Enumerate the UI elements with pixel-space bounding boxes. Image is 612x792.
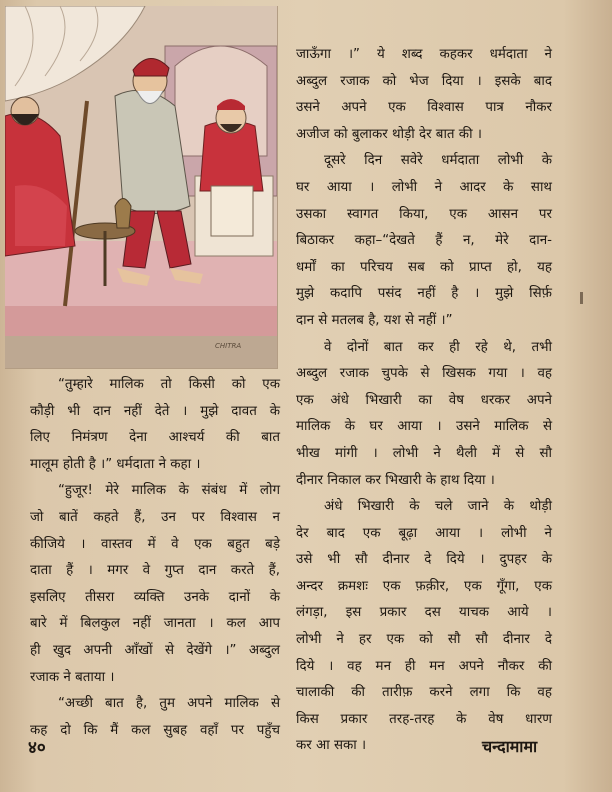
text-line: “तुम्हारे मालिक तो किसी को एक xyxy=(58,377,280,392)
text-line: अंधे भिखारी के चले जाने के थोड़ी xyxy=(324,499,552,515)
text-line: मालिक के घर आया । उसने मालिक से xyxy=(296,419,552,435)
text-line: लंगड़ा, इस प्रकार दस याचक आये । xyxy=(296,605,552,621)
text-line: देर बाद एक बूढ़ा आया । लोभी ने xyxy=(296,525,552,541)
text-line: मुझे कदापि पसंद नहीं है । मुझे सिर्फ़ xyxy=(296,286,552,302)
text-line: दीनार निकाल कर भिखारी के हाथ दिया । xyxy=(296,472,495,488)
text-line: मालूम होती है ।” धर्मदाता ने कहा । xyxy=(30,456,201,472)
text-line: घर आया । लोभी ने आदर के साथ xyxy=(296,179,552,195)
text-line: बारे में बिलकुल नहीं जानता । कल आप xyxy=(30,616,280,632)
text-line: एक अंधे भिखारी का वेष धरकर अपने xyxy=(296,392,552,408)
text-line: धर्मों का परिचय सब को प्राप्त हो, यह xyxy=(296,259,552,275)
text-line: उसने अपने एक विश्वास पात्र नौकर xyxy=(296,100,552,116)
text-line: अब्दुल रजाक चुपके से खिसक गया । वह xyxy=(296,366,552,382)
text-line: “हुजूर! मेरे मालिक के संबंध में लोग xyxy=(58,483,280,499)
page-number: ४० xyxy=(28,738,46,758)
right-text-column xyxy=(296,42,552,760)
text-line: अब्दुल रजाक को भेज दिया । इसके बाद xyxy=(296,73,552,89)
text-line: बिठाकर कहा–“देखते हैं न, मेरे दान- xyxy=(296,233,552,249)
text-line: कह दो कि मैं कल सुबह वहाँ पर पहुँच xyxy=(30,722,280,738)
text-line: “अच्छी बात है, तुम अपने मालिक से xyxy=(58,696,280,712)
text-line: रजाक ने बताया । xyxy=(30,669,115,685)
story-illustration xyxy=(5,6,278,369)
text-line: कर आ सका । xyxy=(296,738,367,754)
magazine-name: चन्दामामा xyxy=(482,737,538,756)
text-line: दिये । वह मन ही मन अपने नौकर की xyxy=(296,658,552,674)
text-line: उसका स्वागत किया, एक आसन पर xyxy=(296,206,552,222)
text-line: किस प्रकार तरह-तरह के वेष धारण xyxy=(296,711,552,727)
text-line: दाता हैं । मगर वे गुप्त दान करते हैं, xyxy=(30,563,280,579)
text-line: लिए निमंत्रण देना आश्चर्य की बात xyxy=(30,430,280,446)
text-line: ही खुद अपनी आँखों से देखेंगे ।” अब्दुल xyxy=(30,642,280,658)
text-line: वे दोनों बात कर ही रहे थे, तभी xyxy=(324,339,552,355)
text-line: उसे भी सौ दीनार दे दिये । दुपहर के xyxy=(296,552,552,568)
text-line: जो बातें कहते हैं, उन पर विश्वास न xyxy=(30,509,280,525)
text-line: चालाकी की तारीफ़ करने लगा कि वह xyxy=(296,685,552,701)
illustrator-signature: CHITRA xyxy=(215,342,242,350)
text-line: लोभी ने हर एक को सौ सौ दीनार दे xyxy=(296,632,552,648)
text-line: दान से मतलब है, यश से नहीं ।” xyxy=(296,312,453,328)
text-line: दूसरे दिन सवेरे धर्मदाता लोभी के xyxy=(324,153,552,169)
text-line: जाऊँगा ।” ये शब्द कहकर धर्मदाता ने xyxy=(296,47,552,62)
text-line: कौड़ी भी दान नहीं देते । मुझे दावत के xyxy=(30,403,280,419)
text-line: अन्दर क्रमशः एक फ़क़ीर, एक गूँगा, एक xyxy=(296,578,552,594)
text-line: कीजिये । वास्तव में वे एक बहुत बड़े xyxy=(30,536,280,552)
text-line: अजीज को बुलाकर थोड़ी देर बात की । xyxy=(296,126,482,142)
margin-mark xyxy=(580,292,583,304)
left-text-column xyxy=(30,372,280,744)
text-line: इसलिए तीसरा व्यक्ति उनके दानों के xyxy=(30,589,280,605)
text-line: भीख मांगी । लोभी ने थैली में से सौ xyxy=(296,445,552,461)
